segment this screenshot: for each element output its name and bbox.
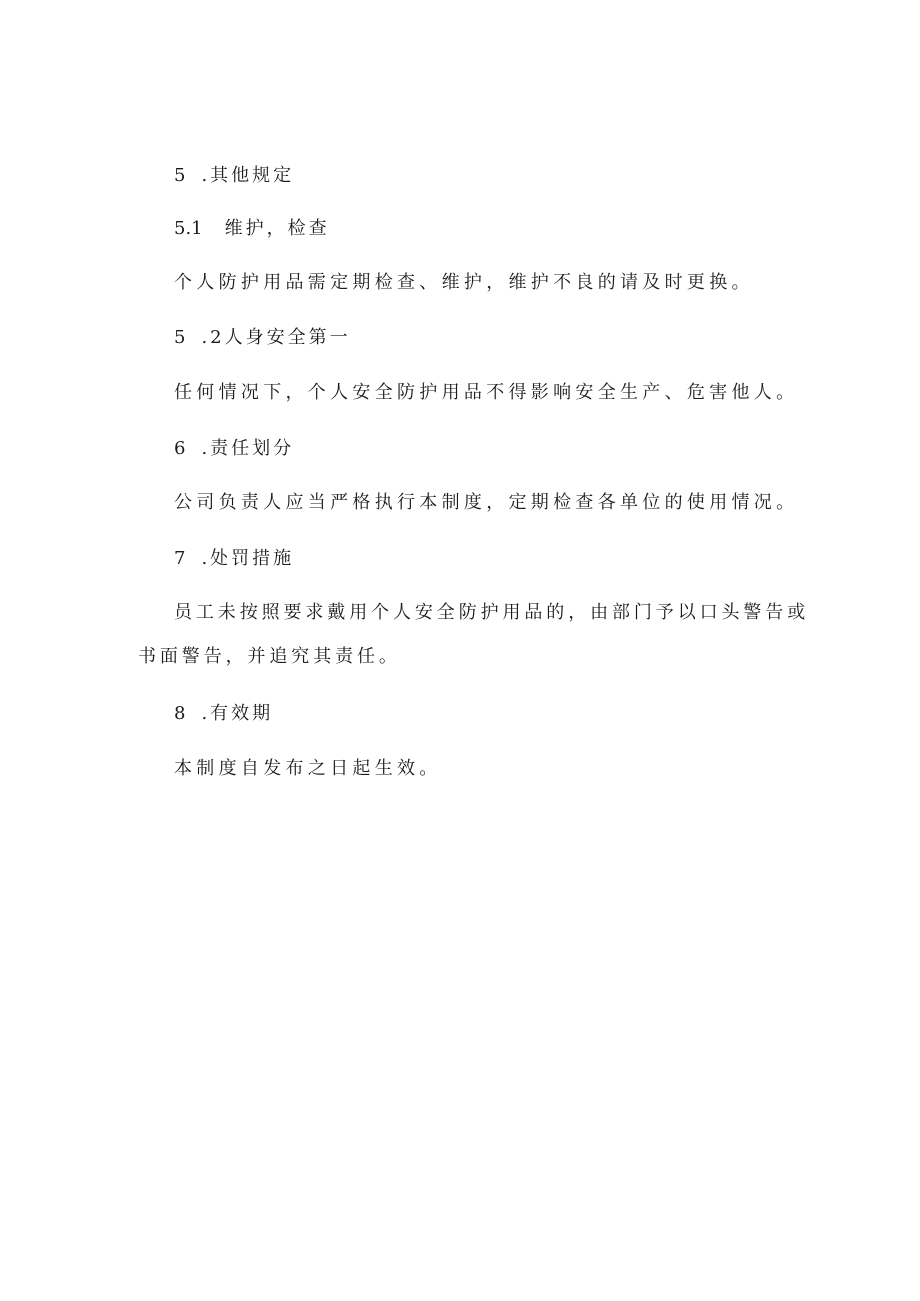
paragraph-text: 公司负责人应当严格执行本制度，定期检查各单位的使用情况。 — [174, 492, 799, 513]
section-number: 8 — [174, 703, 186, 724]
section-5-heading — [174, 164, 294, 188]
section-7-body-line-1 — [174, 601, 809, 625]
section-5-1-body — [174, 271, 754, 295]
section-5-1-heading — [174, 217, 330, 241]
section-title: .有效期 — [201, 703, 274, 724]
paragraph-text: 个人防护用品需定期检查、维护，维护不良的请及时更换。 — [174, 272, 754, 293]
section-title: .2人身安全第一 — [201, 327, 351, 348]
section-number: 5 — [174, 165, 186, 186]
paragraph-text: 本制度自发布之日起生效。 — [174, 758, 442, 779]
paragraph-text: 员工未按照要求戴用个人安全防护用品的，由部门予以口头警告或 — [174, 602, 810, 623]
section-6-body — [174, 491, 798, 515]
section-number: 5 — [174, 327, 186, 348]
section-5-2-body — [174, 381, 798, 405]
section-number: 6 — [174, 438, 186, 459]
paragraph-text: 书面警告，并追究其责任。 — [138, 646, 401, 667]
section-5-2-heading — [174, 326, 351, 350]
section-title: .其他规定 — [201, 165, 295, 186]
section-number: 5.1 — [174, 218, 203, 239]
section-title: .责任划分 — [201, 438, 295, 459]
section-6-heading — [174, 437, 294, 461]
section-number: 7 — [174, 548, 186, 569]
section-title: 维护，检查 — [224, 218, 330, 239]
section-7-heading — [174, 547, 294, 571]
section-7-body-line-2 — [138, 645, 401, 669]
section-8-heading — [174, 702, 273, 726]
section-title: .处罚措施 — [201, 548, 295, 569]
paragraph-text: 任何情况下，个人安全防护用品不得影响安全生产、危害他人。 — [174, 382, 799, 403]
section-8-body — [174, 757, 442, 781]
